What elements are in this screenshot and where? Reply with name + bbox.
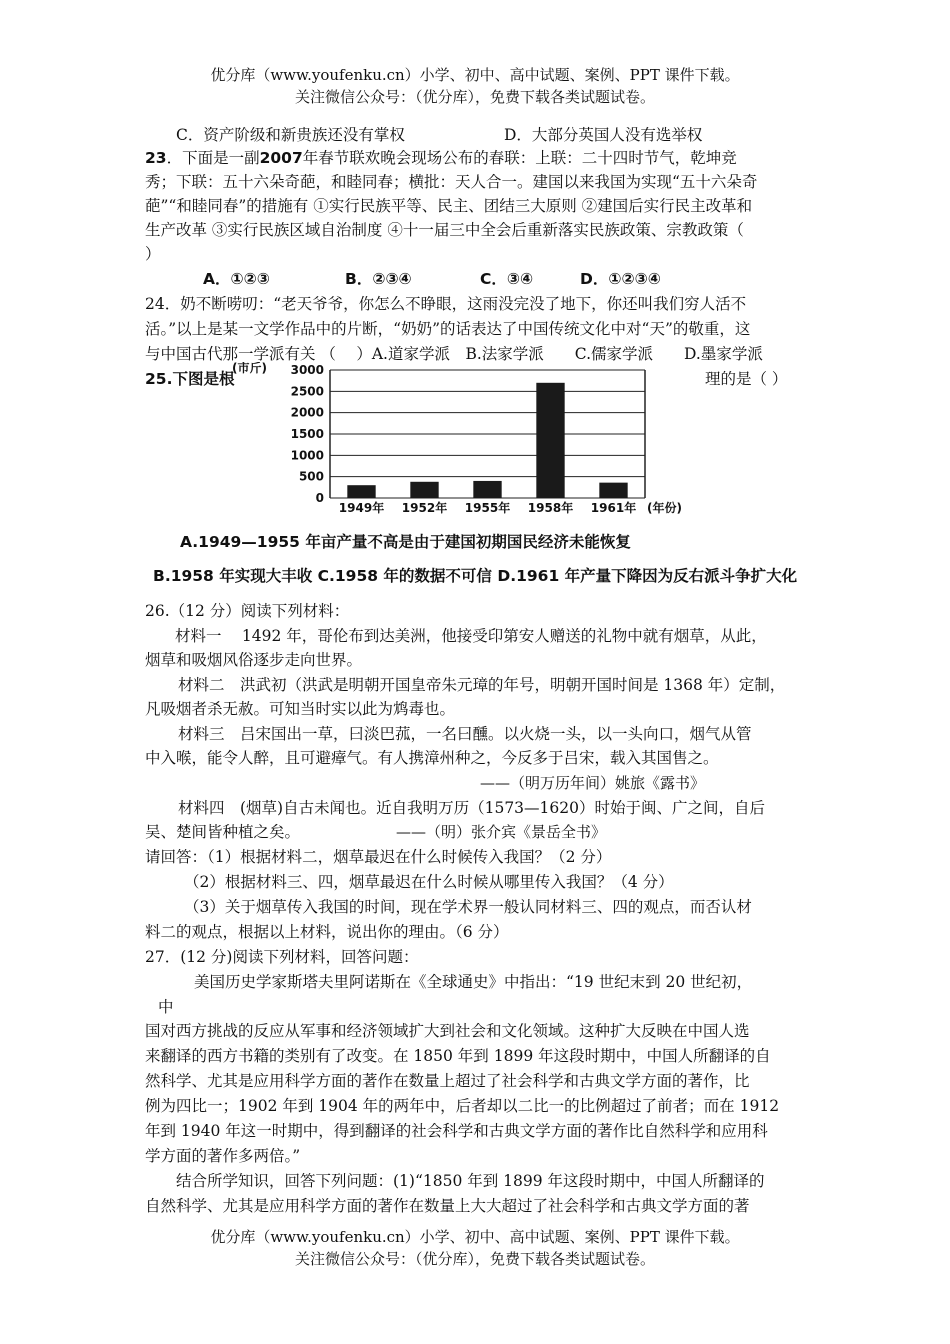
- q26-m2-line-1: 材料二 洪武初（洪武是明朝开国皇帝朱元璋的年号，明朝开国时间是 1368 年）定制，: [178, 676, 786, 694]
- x-tick-label: 1952年: [401, 501, 448, 515]
- header-line-2: 关注微信公众号：（优分库），免费下载各类试题试卷。: [294, 88, 655, 106]
- q27-para-line-8: 学方面的著作多两倍。”: [145, 1147, 301, 1165]
- x-tick-label: 1949年: [338, 501, 385, 515]
- q22-option-c: C．资产阶级和新贵族还没有掌权: [176, 126, 405, 144]
- q23-line-4: 生产改革 ③实行民族区域自治制度 ④十一届三中全会后重新落实民族政策、宗教政策（: [145, 221, 744, 239]
- q23-year: 2007: [259, 149, 303, 167]
- q23-line-1a: ．下面是一副: [166, 149, 260, 167]
- grain-yield-bar-chart: [230, 362, 710, 522]
- q23-option-d: D．①②③④: [580, 270, 661, 288]
- q27-para-line-1: 美国历史学家斯塔夫里阿诺斯在《全球通史》中指出：“19 世纪末到 20 世纪初，: [194, 973, 753, 991]
- y-tick-label: 3000: [290, 363, 324, 377]
- bar: [536, 383, 564, 498]
- footer-line-1: 优分库（www.youfenku.cn）小学、初中、高中试题、案例、PPT 课件下载。: [210, 1228, 740, 1246]
- q26-m4-line-1: 材料四 (烟草)自古未闻也。近自我明万历（1573—1620）时始于闽、广之间，自后: [178, 799, 765, 817]
- q26-ask-3-line-1: （3）关于烟草传入我国的时间，现在学术界一般认同材料三、四的观点，而否认材: [184, 898, 752, 916]
- y-tick-label: 2500: [290, 384, 324, 399]
- bar: [410, 482, 438, 498]
- q23-line-5: ）: [145, 245, 161, 263]
- y-axis-label: (市斤): [232, 362, 267, 375]
- q27-para-line-6: 例为四比一；1902 年到 1904 年的两年中，后者却以二比一的比例超过了前者；而在 1912: [145, 1097, 780, 1115]
- q25-option-a: A.1949—1955 年亩产量不高是由于建国初期国民经济未能恢复: [180, 533, 631, 551]
- q27-heading: 27．(12 分)阅读下列材料，回答问题：: [145, 948, 419, 966]
- q23-option-b: B．②③④: [345, 270, 412, 288]
- q26-m2-line-2: 凡吸烟者杀无赦。可知当时实以此为鸩毒也。: [145, 700, 456, 718]
- q26-m4-line-2: 吴、楚间皆种植之矣。: [145, 823, 301, 841]
- q23-line-2: 秀；下联：五十六朵奇葩，和睦同春；横批：天人合一。建国以来我国为实现“五十六朵奇: [145, 173, 758, 191]
- q26-m3-line-1: 材料三 吕宋国出一草，曰淡巴菰，一名曰醺。以火烧一头，以一头向口，烟气从管: [178, 725, 752, 743]
- y-tick-label: 1000: [290, 448, 324, 463]
- q24-line-1: 24．奶不断唠叨：“老天爷爷，你怎么不睁眼，这雨没完没了地下，你还叫我们穷人活不: [145, 295, 747, 313]
- x-axis-label: (年份): [647, 501, 682, 515]
- x-tick-label: 1961年: [590, 501, 637, 515]
- q26-heading: 26.（12 分）阅读下列材料：: [145, 602, 350, 620]
- bar: [599, 483, 627, 498]
- q25-stem-right: 理的是（ ）: [705, 370, 788, 388]
- q27-para-line-2: 中: [158, 998, 174, 1016]
- y-tick-label: 500: [298, 469, 324, 484]
- q23-line-1: [145, 147, 737, 169]
- y-tick-label: 0: [315, 491, 324, 505]
- q27-para-line-3: 国对西方挑战的反应从军事和经济领域扩大到社会和文化领域。这种扩大反映在中国人选: [145, 1022, 750, 1040]
- q26-ask-2: （2）根据材料三、四，烟草最迟在什么时候从哪里传入我国？（4 分）: [184, 873, 674, 891]
- header-line-1: 优分库（www.youfenku.cn）小学、初中、高中试题、案例、PPT 课件下载。: [210, 66, 740, 84]
- q23-line-3: 葩”“和睦同春”的措施有 ①实行民族平等、民主、团结三大原则 ②建国后实行民主改革和: [145, 197, 753, 215]
- q26-m3-source: ——（明万历年间）姚旅《露书》: [480, 774, 706, 792]
- chart-grid: [330, 370, 645, 498]
- chart-bars: [347, 383, 627, 498]
- q26-ask-1: 请回答：（1）根据材料二，烟草最迟在什么时候传入我国？（2 分）: [145, 848, 612, 866]
- q24-line-3: 与中国古代那一学派有关 （ ）A.道家学派 B.法家学派 C.儒家学派 D.墨家学派: [145, 345, 763, 363]
- q27-para-line-7: 年到 1940 年这一时期中，得到翻译的社会科学和古典文学方面的著作比自然科学和应用科: [145, 1122, 768, 1140]
- chart-labels: [291, 363, 637, 515]
- q27-para-line-9: 结合所学知识，回答下列问题：(1)“1850 年到 1899 年这段时期中，中国人所翻译的: [176, 1172, 765, 1190]
- q23-line-1b: 年春节联欢晚会现场公布的春联：上联：二十四时节气，乾坤竞: [302, 149, 737, 167]
- q26-ask-3-line-2: 料二的观点，根据以上材料，说出你的理由。（6 分）: [145, 923, 509, 941]
- q24-line-2: 活。”以上是某一文学作品中的片断，“奶奶”的话表达了中国传统文化中对“天”的敬重，这: [145, 320, 751, 338]
- x-tick-label: 1955年: [464, 501, 511, 515]
- q26-m1-line-2: 烟草和吸烟风俗逐步走向世界。: [145, 651, 363, 669]
- y-tick-label: 2000: [290, 405, 324, 420]
- q27-para-line-5: 然科学、尤其是应用科学方面的著作在数量上超过了社会科学和古典文学方面的著作，比: [145, 1072, 750, 1090]
- q23-option-c: C．③④: [480, 270, 534, 288]
- footer-line-2: 关注微信公众号：（优分库），免费下载各类试题试卷。: [294, 1250, 655, 1268]
- q26-m4-source: ——（明）张介宾《景岳全书》: [396, 823, 607, 841]
- q27-para-line-4: 来翻译的西方书籍的类别有了改变。在 1850 年到 1899 年这段时期中，中国人所翻译的自: [145, 1047, 771, 1065]
- y-tick-label: 1500: [290, 427, 324, 441]
- x-tick-label: 1958年: [527, 501, 574, 515]
- q27-para-line-10: 自然科学、尤其是应用科学方面的著作在数量上大大超过了社会科学和古典文学方面的著: [145, 1197, 750, 1215]
- q23-number: 23: [145, 149, 167, 167]
- q25-stem-left: 25.下图是根: [145, 370, 235, 388]
- q23-option-a: A．①②③: [203, 270, 270, 288]
- q25-options-bcd: B.1958 年实现大丰收 C.1958 年的数据不可信 D.1961 年产量下降因为反右派斗争扩大化: [153, 567, 798, 585]
- q26-m1-line-1: 材料一 1492 年，哥伦布到达美洲，他接受印第安人赠送的礼物中就有烟草，从此，: [175, 627, 767, 645]
- q26-m3-line-2: 中入喉，能令人醉，且可避瘴气。有人携漳州种之，今反多于吕宋，载入其国售之。: [145, 749, 719, 767]
- q22-option-d: D．大部分英国人没有选举权: [504, 126, 703, 144]
- bar: [347, 485, 375, 498]
- bar: [473, 481, 501, 498]
